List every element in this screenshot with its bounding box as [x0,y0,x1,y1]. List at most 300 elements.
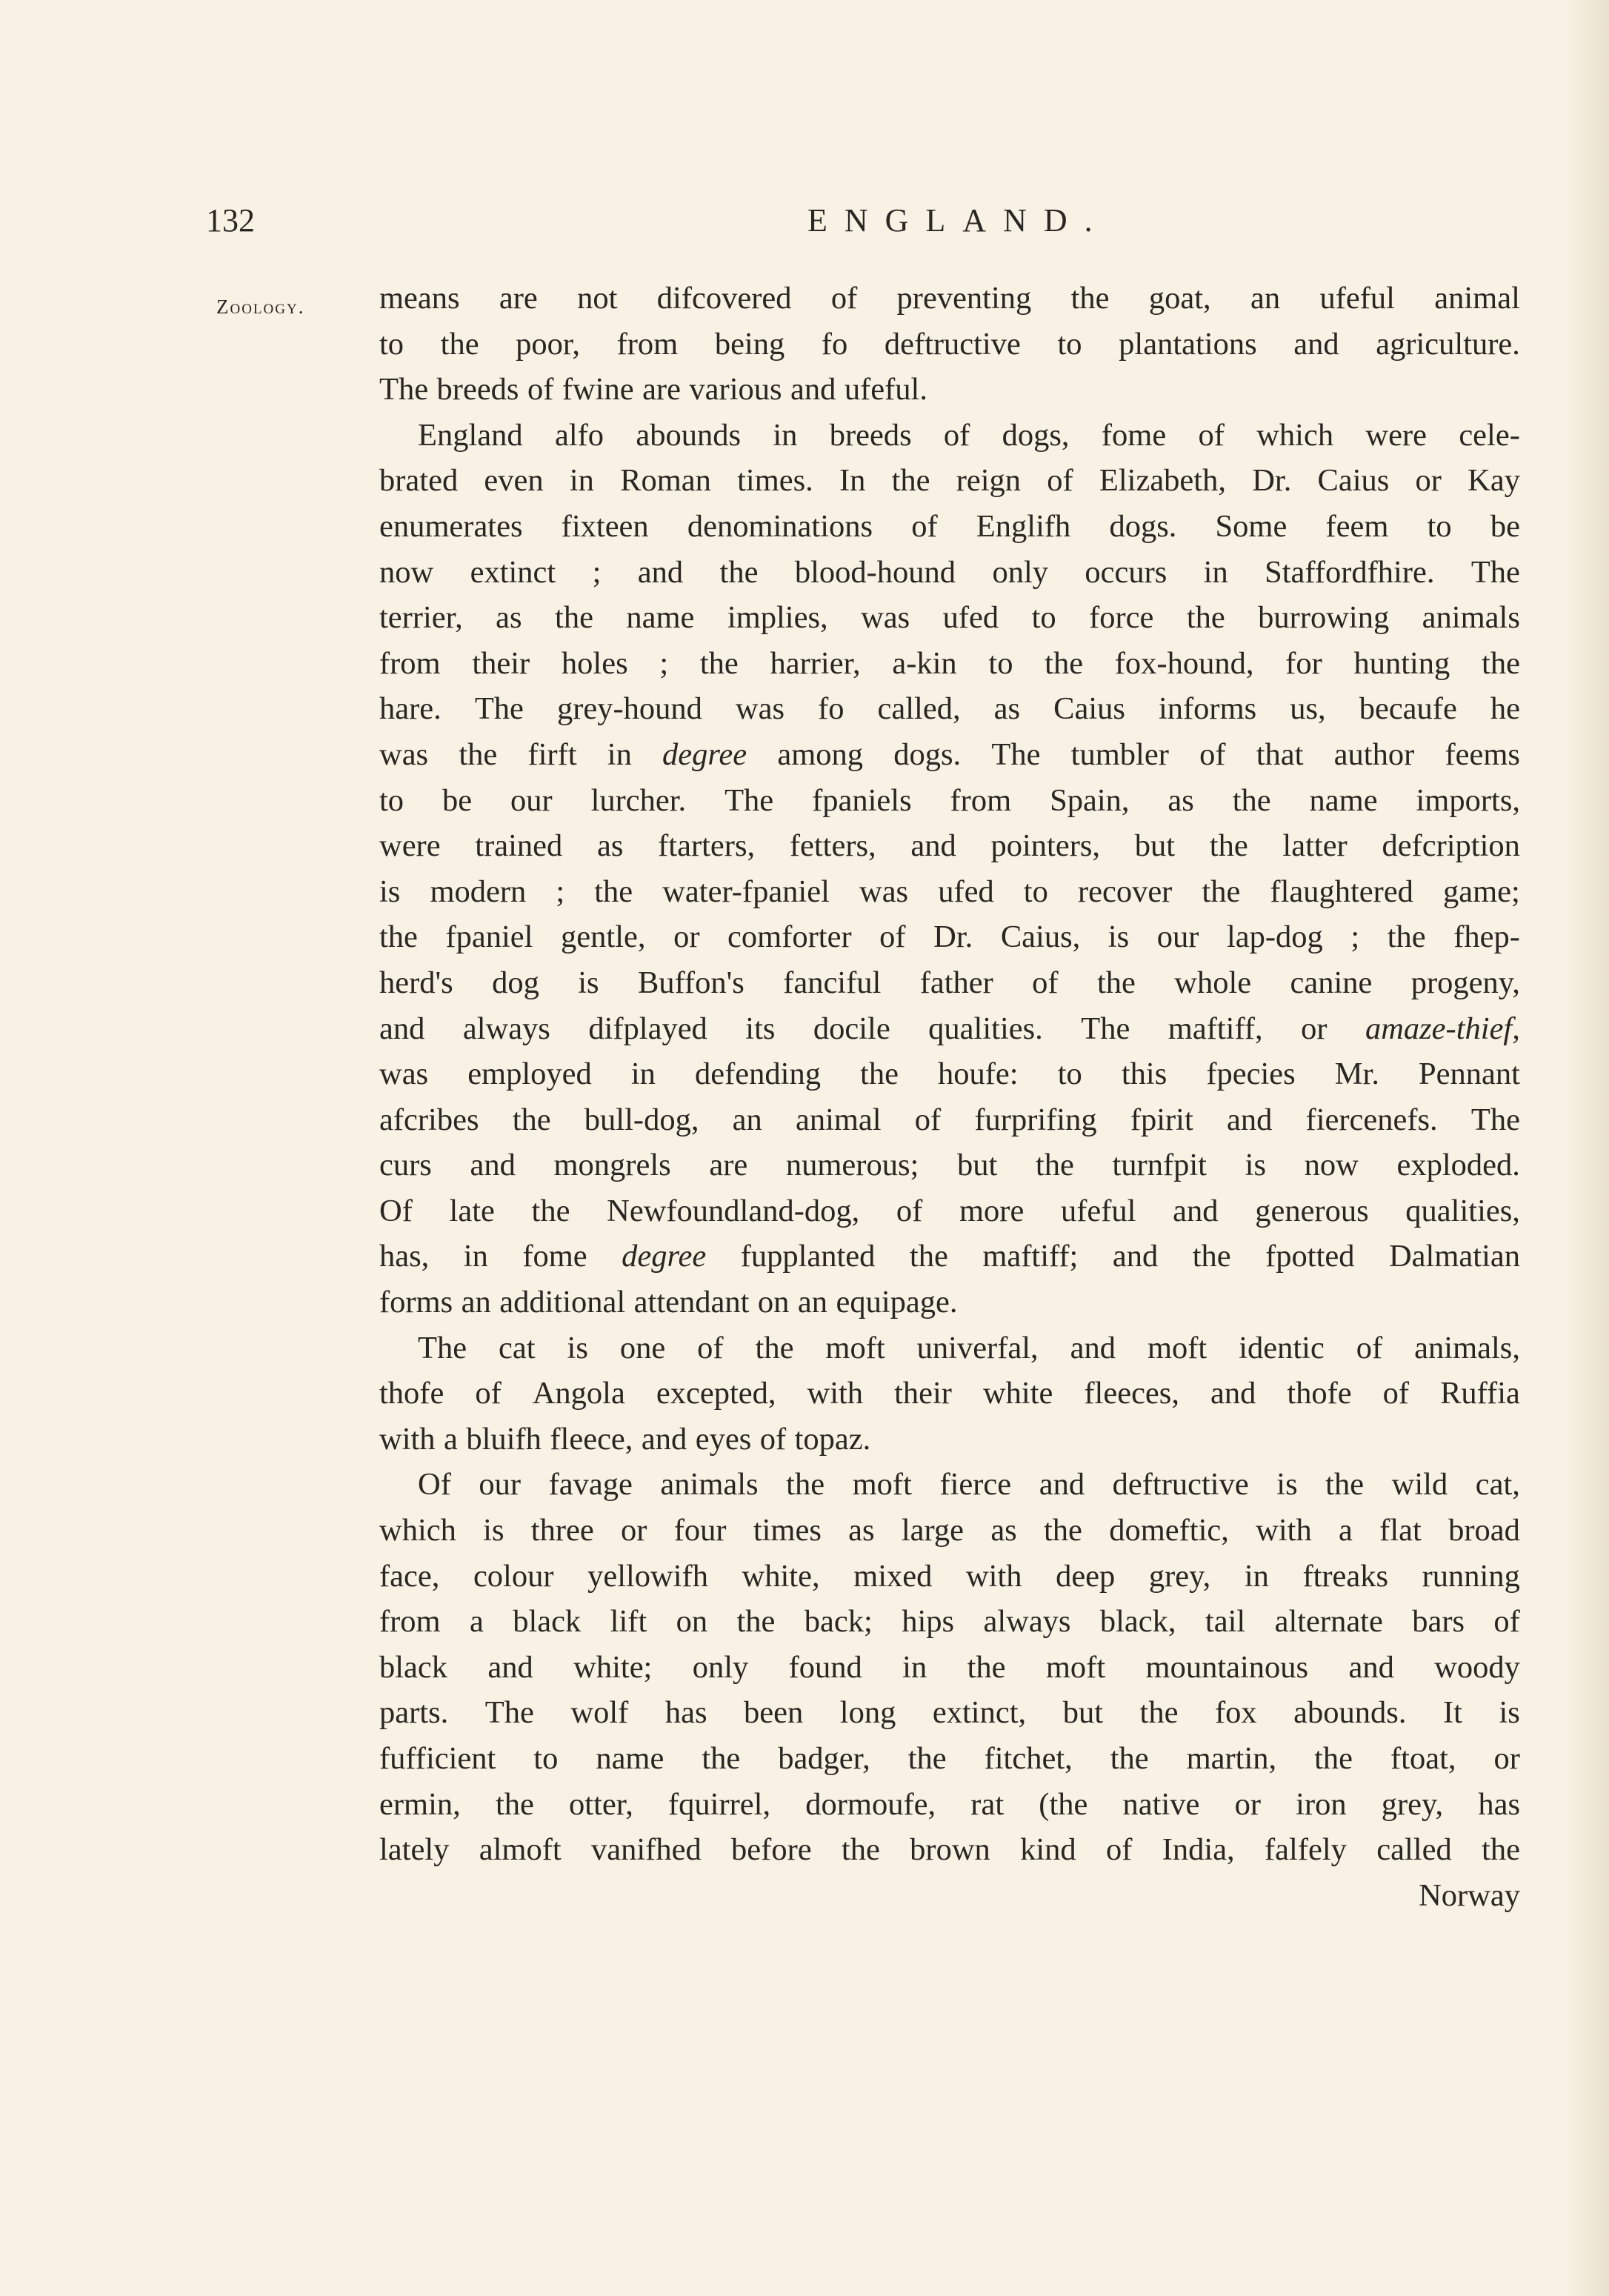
word: force [1089,600,1154,636]
word: otter, [569,1786,633,1822]
word: to [1427,508,1452,544]
text-line [379,1508,1520,1554]
word: was [379,736,429,772]
word: informs [1158,691,1257,727]
word: name [1309,782,1378,818]
word: a [444,1421,458,1457]
word: almoft [479,1832,562,1868]
word: Caius [1053,691,1125,727]
word: the [786,1467,825,1503]
word: but [956,1148,998,1183]
text-line [379,732,1520,778]
word: is [567,1330,588,1365]
word: Caius [1317,463,1390,499]
word: abounds [636,417,741,453]
word: mixed [853,1558,933,1594]
word: the [1482,1832,1520,1868]
word: Roman [620,463,711,499]
word: is [1499,1695,1520,1731]
word: Dr. [1252,463,1292,499]
word: is [379,874,401,909]
word: harrier, [770,645,861,681]
word: in [607,736,632,772]
word: or [1415,463,1442,499]
word: which [379,1513,456,1548]
word: the [755,1330,794,1365]
word: face, [379,1558,440,1594]
word: thofe [379,1376,444,1411]
word: or [1234,1786,1261,1822]
word: is [483,1513,504,1548]
word: favage [548,1467,633,1503]
word: alternate [1274,1604,1383,1640]
word: among [777,736,863,772]
word: defcription [1382,828,1520,864]
word: turnfpit [1112,1148,1207,1183]
word: ftreaks [1302,1558,1389,1594]
word: fiercenefs. [1305,1102,1438,1137]
word: animals [660,1467,759,1503]
word: cat, [1475,1467,1520,1503]
word: comforter [727,919,852,955]
word: dogs. [1109,508,1177,544]
word: a-kin [892,645,957,681]
word: dogs, [1002,417,1070,453]
word: its [745,1011,776,1046]
word: flaughtered [1270,874,1413,909]
word: fhep- [1453,919,1520,955]
word: the [440,326,479,362]
word: It [1442,1695,1462,1731]
word: Norway [1419,1877,1520,1913]
text-line [379,1051,1520,1097]
text-line [379,1462,1520,1508]
word: Buffon's [637,965,744,1000]
word: progeny, [1410,965,1520,1000]
word: alfo [554,417,604,453]
word: agriculture. [1376,326,1520,362]
word: white [982,1376,1053,1411]
word: recover [1077,874,1173,909]
word: and [379,1011,425,1046]
word: fquirrel, [668,1786,771,1822]
word: the [1070,281,1110,316]
word: excepted, [656,1376,776,1411]
word: Spain, [1050,782,1130,818]
word: of [1047,463,1073,499]
word: reign [956,463,1022,499]
text-line [379,1417,1520,1463]
word: fox-hound, [1114,645,1254,681]
word: extinct, [932,1695,1027,1731]
word: the [719,554,759,590]
word: qualities, [1405,1193,1520,1228]
word: ; [592,554,602,590]
word: in [1203,554,1228,590]
word: the [1035,1148,1074,1183]
word: moft [1045,1649,1106,1685]
word: the [1209,828,1248,864]
word: with [379,1421,436,1457]
word: The [418,1330,467,1365]
word: the [1325,1467,1365,1503]
word: Pennant [1419,1057,1520,1092]
word: water-fpaniel [662,874,830,909]
word: firft [527,736,577,772]
word: of [1199,736,1226,772]
word: three [530,1513,594,1548]
word: only [992,554,1048,590]
word: the [699,645,739,681]
word: Dalmatian [1388,1239,1520,1274]
word: from [950,782,1012,818]
word: univerfal, [916,1330,1039,1365]
word: hips [902,1604,955,1640]
word: and [1039,1467,1085,1503]
word: has [664,1695,707,1731]
word: large [901,1513,965,1548]
word: fo [818,691,845,727]
word: The [724,782,774,818]
text-line [379,504,1520,550]
word: in [569,463,594,499]
word: was [379,1057,429,1092]
word: ; [659,645,669,681]
word: houfe: [938,1057,1019,1092]
word: The [1470,1102,1520,1137]
word: numerous; [785,1148,919,1183]
word: late [449,1193,495,1228]
word: with [1256,1513,1312,1548]
word: of [911,508,938,544]
body-text [379,276,1520,1918]
word: the [555,600,593,636]
word: the [860,1057,899,1092]
word: preventing [896,281,1032,316]
word: of [1106,1832,1133,1868]
word: badger, [778,1741,870,1776]
running-title: ENGLAND. [807,202,1110,239]
word: whole [1174,965,1252,1000]
text-line [379,869,1520,915]
word: lately [379,1832,450,1868]
word: white; [573,1649,653,1685]
word: were [379,828,441,864]
word: implies, [727,600,828,636]
word: cat [499,1330,536,1365]
word: the [594,874,633,909]
word: employed [467,1057,592,1092]
word: to [988,645,1013,681]
word: of [759,1421,787,1457]
word: but [1062,1695,1103,1731]
word: defending [695,1057,821,1092]
word: is [1245,1148,1266,1183]
word: of [879,919,906,955]
word: are [642,372,681,407]
word: eyes [695,1421,752,1457]
text-line [379,1554,1520,1600]
word: to [533,1741,559,1776]
word: animals [1422,600,1520,636]
word: and [1348,1649,1394,1685]
word: ufed [938,874,994,909]
word: hare. [379,691,442,727]
word: Mr. [1334,1057,1379,1092]
word: animals, [1414,1330,1520,1365]
word: the [1202,874,1241,909]
word: as [848,1513,875,1548]
word: to [1057,1057,1082,1092]
word: deep [1056,1558,1116,1594]
text-line [379,367,1520,413]
word: the [702,1741,741,1776]
word: of [1493,1604,1520,1640]
word: equipage. [836,1285,958,1320]
word: imports, [1416,782,1520,818]
word: the [459,736,498,772]
word: to [1023,874,1048,909]
word: docile [813,1011,890,1046]
text-line [379,1006,1520,1052]
word: bars [1412,1604,1465,1640]
word: broad [1448,1513,1520,1548]
word: fome [1101,417,1167,453]
word: dormoufe, [805,1786,936,1822]
word: woody [1434,1649,1520,1685]
word: of [1198,417,1225,453]
word: called, [877,691,961,727]
word: of [697,1330,724,1365]
word: their [472,645,530,681]
word: fleece, [550,1421,633,1457]
word: called [1376,1832,1452,1868]
word: attendant [633,1285,750,1320]
word: extinct [470,554,556,590]
word: Elizabeth, [1099,463,1226,499]
word: for [1285,645,1322,681]
text-line [379,778,1520,824]
word: times. [737,463,813,499]
word: ftoat, [1390,1741,1456,1776]
word: is [1107,919,1130,955]
word: mountainous [1145,1649,1309,1685]
word: and [641,1421,687,1457]
text-line [379,276,1520,322]
text-line [379,1188,1520,1234]
text-line [379,1782,1520,1828]
word: lap-dog [1226,919,1323,955]
word: the [841,1832,880,1868]
word: as [990,1513,1017,1548]
word: fpaniels [812,782,912,818]
word: fleeces, [1084,1376,1179,1411]
word: of [896,1193,923,1228]
word: India, [1162,1832,1235,1868]
text-line [379,1097,1520,1143]
word: becaufe [1359,691,1457,727]
word: as [597,828,624,864]
text-line [379,960,1520,1006]
word: to [379,782,404,818]
word: the [967,1649,1006,1685]
word: ufeful. [844,372,927,407]
word: fome [522,1239,587,1274]
word: fpotted [1265,1239,1355,1274]
word: ufeful [1319,281,1395,316]
word: is [578,965,599,1000]
word: are [709,1148,748,1183]
word: was [735,691,785,727]
word: latter [1282,828,1348,864]
word: or [1493,1741,1520,1776]
word: author [1333,736,1415,772]
word: gentle, [561,919,646,955]
word: Angola [532,1376,625,1411]
word: hunting [1353,645,1450,681]
word: are [499,281,538,316]
word: feem [1325,508,1389,544]
word: brated [379,463,459,499]
word: thofe [1287,1376,1352,1411]
word: the [1045,645,1084,681]
word: an [461,1285,491,1320]
word: Of [418,1467,451,1503]
word: the [1314,1741,1353,1776]
text-line [379,914,1520,960]
word: an [797,1285,827,1320]
word: fetters, [789,828,876,864]
word: and [1070,1330,1116,1365]
word: grey-hound [556,691,702,727]
word: domeftic, [1109,1513,1229,1548]
word: The [1081,1011,1130,1046]
word: fixteen [561,508,649,544]
word: the [1044,1513,1082,1548]
word: iron [1296,1786,1347,1822]
word: now [379,554,434,590]
word: wild [1391,1467,1448,1503]
word: herd's [379,965,453,1000]
word: holes [561,645,628,681]
word: or [673,919,700,955]
word: lurcher. [590,782,687,818]
word: identic [1239,1330,1325,1365]
word: breeds [436,372,519,407]
text-line [379,686,1520,732]
word: game; [1443,874,1520,909]
word: the [1186,600,1225,636]
word: fupplanted [740,1239,876,1274]
word: and [487,1649,533,1685]
word: the [1482,645,1520,681]
word: modern [430,874,527,909]
word: ermin, [379,1786,461,1822]
word: in [1244,1558,1269,1594]
word: Staffordfhire. [1265,554,1435,590]
word: terrier, [379,600,463,636]
text-line [379,1142,1520,1188]
word: animal [795,1102,882,1137]
word: Some [1215,508,1287,544]
word: of [943,417,970,453]
word: to [379,326,404,362]
word: in [773,417,798,453]
word: amaze-thief, [1365,1011,1520,1046]
word: qualities. [928,1011,1043,1046]
word: us, [1290,691,1326,727]
word: blood-hound [794,554,956,590]
word: was [859,874,909,909]
word: moft [1147,1330,1207,1365]
text-line [379,1827,1520,1873]
word: this [1121,1057,1167,1092]
word: our [1156,919,1199,955]
word: not [577,281,618,316]
word: he [1490,691,1520,727]
word: moft [825,1330,885,1365]
word: maftiff; [982,1239,1079,1274]
word: be [442,782,473,818]
text-line [379,550,1520,596]
word: The [1470,554,1520,590]
word: ufeful [1061,1193,1136,1228]
word: mongrels [553,1148,671,1183]
word: grey, [1381,1786,1444,1822]
word: back; [804,1604,873,1640]
word: and [1210,1376,1256,1411]
word: only [692,1649,749,1685]
word: parts. [379,1695,449,1731]
text-line [379,1599,1520,1645]
word: ufed [942,600,999,636]
word: degree [662,736,747,772]
word: which [1256,417,1334,453]
word: and [637,554,684,590]
word: fpecies [1206,1057,1296,1092]
word: on [757,1285,790,1320]
word: were [1365,417,1427,453]
word: fpirit [1130,1102,1193,1137]
text-line [379,458,1520,504]
word: pointers, [990,828,1101,864]
word: black [379,1649,448,1685]
word: on [676,1604,708,1640]
word: native [1122,1786,1200,1822]
word: more [959,1193,1025,1228]
word: of [1032,965,1059,1000]
word: before [731,1832,812,1868]
word: name [626,600,695,636]
word: and [790,372,836,407]
catchword [379,1873,1520,1919]
word: fo [821,326,848,362]
word: an [1250,281,1281,316]
text-line [379,413,1520,459]
word: of [914,1102,942,1137]
word: the [495,1786,534,1822]
word: that [1256,736,1304,772]
word: our [510,782,553,818]
word: lift [610,1604,647,1640]
word: even [484,463,544,499]
word: The [379,372,429,407]
word: falfely [1265,1832,1347,1868]
word: in [463,1239,488,1274]
word: difcovered [656,281,792,316]
word: additional [499,1285,626,1320]
word: canine [1290,965,1373,1000]
